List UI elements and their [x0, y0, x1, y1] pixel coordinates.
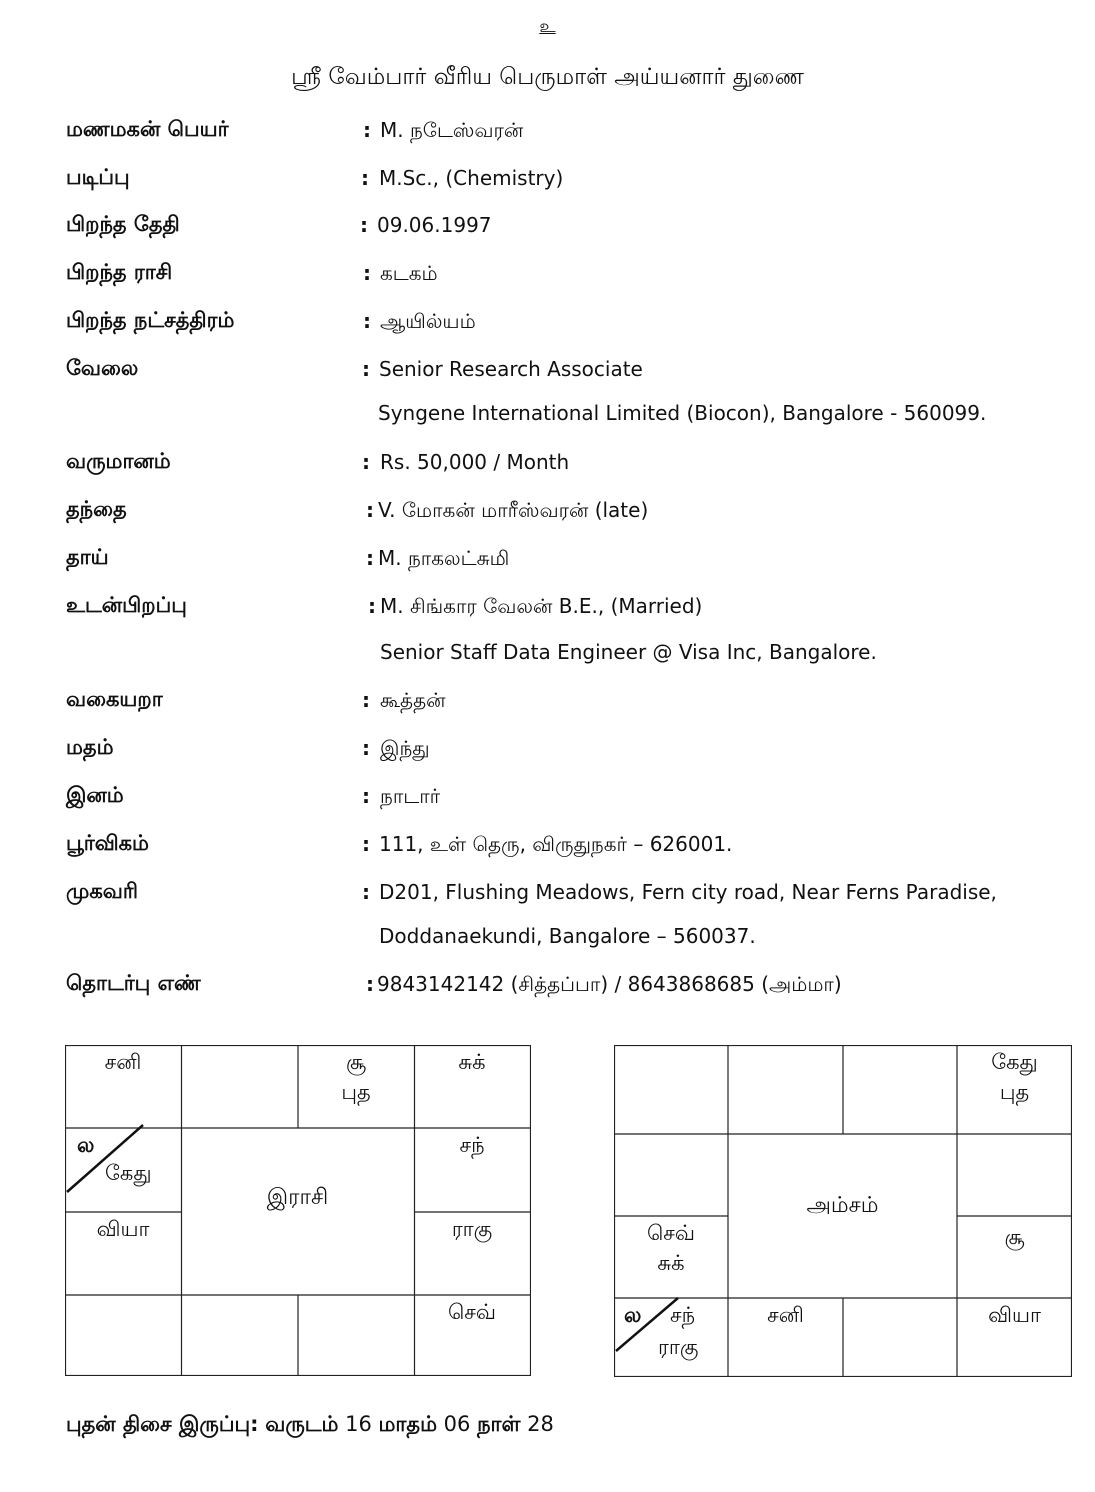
field-label: பிறந்த ராசி	[66, 260, 173, 284]
amsam-cell-r3c0: ல சந் ராகு	[614, 1298, 728, 1377]
field-label: வேலை	[66, 356, 139, 380]
field-label: இனம்	[66, 783, 124, 807]
field-label: மணமகன் பெயர்	[66, 117, 229, 141]
rasi-cell-r0c2: சூ புத	[341, 1050, 371, 1104]
field-value: நாடார்	[380, 784, 441, 808]
field-value: கடகம்	[380, 261, 438, 285]
amsam-cell-r2c3: சூ	[1004, 1225, 1025, 1249]
field-label: மதம்	[66, 735, 114, 759]
field-value: ஆயில்யம்	[380, 309, 476, 333]
rasi-cell-r3c3: செவ்	[447, 1300, 497, 1324]
field-label: முகவரி	[66, 879, 138, 903]
field-value: V. மோகன் மாரீஸ்வரன் (late)	[378, 498, 649, 522]
field-colon: :	[362, 736, 370, 760]
rasi-cell-r2c0: வியா	[96, 1217, 150, 1241]
field-colon: :	[362, 880, 370, 904]
field-label: படிப்பு	[66, 165, 130, 189]
field-value: 09.06.1997	[377, 213, 492, 237]
lagna-mark: ல	[624, 1303, 642, 1327]
field-label: பூர்விகம்	[66, 831, 149, 855]
field-value: Senior Research Associate	[379, 357, 643, 381]
lagna-mark: ல	[77, 1133, 95, 1157]
field-value: M. நாகலட்சுமி	[378, 546, 510, 570]
field-label: தொடர்பு எண்	[66, 971, 201, 995]
field-value: 111, உள் தெரு, விருதுநகர் – 626001.	[379, 832, 733, 856]
amsam-cell-r3c3: வியா	[988, 1303, 1041, 1327]
field-colon: :	[362, 688, 370, 712]
field-colon: :	[361, 166, 369, 190]
amsam-center-label: அம்சம்	[806, 1193, 879, 1218]
field-label: வகையறா	[66, 687, 163, 711]
rasi-cell-r1c3: சந்	[459, 1133, 485, 1157]
field-value: M. சிங்கார வேலன் B.E., (Married)	[380, 594, 703, 618]
amsam-chart	[614, 1045, 1072, 1377]
field-value: கூத்தன்	[380, 688, 446, 712]
rasi-center-label: இராசி	[266, 1185, 329, 1210]
field-value: M.Sc., (Chemistry)	[379, 166, 564, 190]
field-value-continued: Senior Staff Data Engineer @ Visa Inc, Bangalore.	[380, 640, 877, 664]
field-label: தாய்	[66, 545, 109, 569]
field-colon: :	[366, 498, 374, 522]
field-colon: :	[366, 972, 374, 996]
field-value: Rs. 50,000 / Month	[380, 450, 570, 474]
field-label: உடன்பிறப்பு	[66, 593, 187, 617]
field-colon: :	[363, 309, 371, 333]
top-mark: உ	[539, 16, 556, 37]
field-colon: :	[362, 450, 370, 474]
dasa-balance: புதன் திசை இருப்பு: வருடம் 16 மாதம் 06 நாள் 28	[66, 1412, 554, 1436]
amsam-cell-r3c1: சனி	[767, 1303, 804, 1327]
invocation-title: ஸ்ரீ வேம்பார் வீரிய பெருமாள் அய்யனார் துணை	[291, 64, 804, 90]
field-value: M. நடேஸ்வரன்	[380, 118, 524, 142]
rasi-cell-r2c3: ராகு	[451, 1217, 493, 1241]
rasi-cell-r0c0: சனி	[104, 1050, 142, 1074]
field-colon: :	[362, 832, 370, 856]
field-value: D201, Flushing Meadows, Fern city road, Near Ferns Paradise,	[379, 880, 997, 904]
field-colon: :	[363, 118, 371, 142]
field-colon: :	[362, 357, 370, 381]
field-colon: :	[362, 784, 370, 808]
field-label: வருமானம்	[66, 449, 171, 473]
field-value-continued: Doddanaekundi, Bangalore – 560037.	[379, 924, 756, 948]
field-colon: :	[360, 213, 368, 237]
rasi-chart	[65, 1045, 531, 1376]
field-label: பிறந்த தேதி	[66, 212, 180, 236]
amsam-cell-r2c0: செவ் சுக்	[646, 1221, 696, 1275]
field-colon: :	[368, 594, 376, 618]
rasi-cell-r1c0: ல கேது	[65, 1128, 181, 1212]
field-value: 9843142142 (சித்தப்பா) / 8643868685 (அம்மா)	[377, 972, 842, 996]
field-label: பிறந்த நட்சத்திரம்	[66, 308, 235, 332]
field-label: தந்தை	[66, 497, 127, 521]
field-value: இந்து	[380, 736, 430, 760]
field-colon: :	[363, 261, 371, 285]
field-value-continued: Syngene International Limited (Biocon), Bangalore - 560099.	[378, 401, 987, 425]
field-colon: :	[366, 546, 374, 570]
rasi-cell-r0c3: சுக்	[458, 1050, 486, 1074]
amsam-cell-r0c3: கேது புத	[991, 1050, 1038, 1104]
